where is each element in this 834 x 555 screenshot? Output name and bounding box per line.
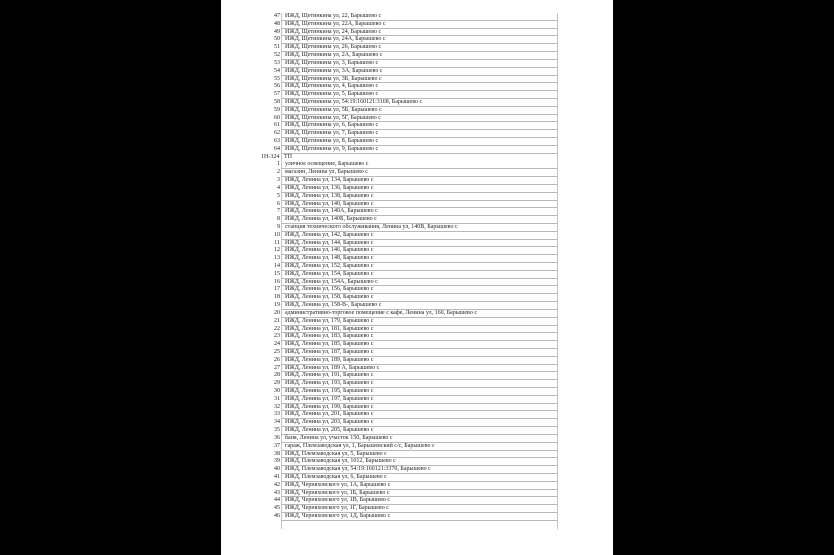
table-row [221,388,613,396]
row-description: ИЖД, Ленина ул, 158, Барышево с [285,294,374,301]
table-row [221,490,613,498]
row-description: ИЖД, Ленина ул, 142, Барышево с [285,231,374,238]
row-description: ИЖД, Щетинкина ул, 26, Барышево с [285,44,382,51]
table-row [221,505,613,513]
row-description: ИЖД, Ленина ул, 201, Барышево с [285,411,374,418]
row-description: ИЖД, Ленина ул, 134, Барышево с [285,177,374,184]
row-description: ИЖД, Щетинкина ул, 9, Барышево с [285,145,379,152]
row-description: ИЖД, Щетинкина ул, 4, Барышево с [285,83,379,90]
row-description: ИЖД, Ленина ул, 187, Барышево с [285,348,374,355]
table-row [221,263,613,271]
row-number: 63 [274,138,280,144]
row-description: ИЖД, Ленина ул, 189, Барышево с [285,356,374,363]
row-description: ИЖД, Черняховского ул, 1Д, Барышево с [285,513,391,519]
table-row [221,21,613,29]
table-row [221,83,613,91]
table-row [221,497,613,505]
table-row [221,91,613,99]
row-description: ИЖД, Ленина ул, 181, Барышево с [285,325,374,332]
table-row [221,60,613,68]
group-title: ТП [284,153,292,160]
row-number: 54 [274,67,280,74]
row-description: ИЖД, Ленина ул, 193, Барышево с [285,380,374,387]
row-description: ИЖД, Щетинкина ул, 8, Барышево с [285,138,379,144]
row-number: 43 [274,489,280,496]
table-row [221,224,613,232]
group-code: 1Н-324 [261,153,280,160]
document-page [221,0,613,555]
row-number: 48 [274,20,280,27]
row-number: 6 [277,200,280,207]
row-description: ИЖД, Щетинкина ул, 22, Барышево с [285,13,382,19]
row-description: магазин, Ленина ул, Барышево с [285,169,368,176]
row-description: ИЖД, Ленина ул, 185, Барышево с [285,341,374,348]
table-row [221,146,613,154]
row-description: ИЖД, Ленина ул, 146, Барышево с [285,247,374,254]
row-number: 22 [274,325,280,332]
row-description: ИЖД, Черняховского ул, 1А, Барышево с [285,481,391,488]
table-row [221,318,613,326]
table-row [221,208,613,216]
table-row [221,411,613,419]
row-description: ИЖД, Племзаводская ул, 54:19:160121:3370, Барышево с [285,466,431,473]
consumer-table [221,13,613,521]
row-description: ИЖД, Щетинкина ул, 3А, Барышево с [285,67,383,74]
row-description: ИЖД, Щетинкина ул, 3Б, Барышево с [285,75,382,82]
row-description: ИЖД, Черняховского ул, 1В, Барышево с [285,497,391,504]
table-row [221,99,613,107]
table-row [221,247,613,255]
row-description: ИЖД, Ленина ул, 199, Барышево с [285,403,374,410]
table-row [221,451,613,459]
row-description: ИЖД, Племзаводская ул, 1012, Барышево с [285,458,396,465]
row-number: 62 [274,130,280,137]
table-row [221,513,613,521]
table-row [221,482,613,490]
table-row [221,380,613,388]
table-row [221,201,613,209]
row-number: 55 [274,75,280,82]
row-description: ИЖД, Щетинкина ул, 24, Барышево с [285,28,382,35]
row-number: 23 [274,333,280,340]
row-number: 10 [274,231,280,238]
row-number: 25 [274,348,280,355]
table-row [221,255,613,263]
row-description: ИЖД, Ленина ул, 138, Барышево с [285,192,374,199]
row-number: 26 [274,356,280,363]
table-row [221,404,613,412]
row-description: ИЖД, Щетинкина ул, 24А, Барышево с [285,36,386,43]
table-row [221,29,613,37]
row-number: 21 [274,317,280,324]
row-description: административно-торговое помещение с кафе, Ленина ул, 160, Барышево с [285,309,477,316]
table-row [221,193,613,201]
row-number: 24 [274,341,280,348]
row-number: 14 [274,263,280,269]
row-description: ИЖД, Ленина ул, 140А, Барышево с [285,208,378,215]
table-row [221,310,613,318]
row-description: ИЖД, Ленина ул, 144, Барышево с [285,239,374,246]
table-row [221,341,613,349]
group-header-row [221,154,613,162]
row-description: ИЖД, Ленина ул, 158-В-, Барышево с [285,302,382,309]
row-number: 56 [274,83,280,90]
row-number: 52 [274,52,280,59]
row-description: ИЖД, Ленина ул, 148, Барышево с [285,255,374,262]
row-number: 16 [274,278,280,285]
row-number: 36 [274,434,280,441]
row-description: станция технического обслуживания, Ленина ул, 140В, Барышево с [285,223,458,230]
row-number: 45 [274,505,280,512]
table-row [221,122,613,130]
row-description: ИЖД, Ленина ул, 156, Барышево с [285,286,374,293]
table-row [221,76,613,84]
row-description: ИЖД, Ленина ул, 195, Барышево с [285,388,374,394]
table-row [221,169,613,177]
row-description: ИЖД, Ленина ул, 136, Барышево с [285,184,374,191]
row-number: 59 [274,106,280,113]
table-row [221,443,613,451]
row-description: ИЖД, Черняховского ул, 1Б, Барышево с [285,489,390,496]
table-row [221,279,613,287]
table-row [221,13,613,21]
table-row [221,474,613,482]
table-row [221,271,613,279]
row-number: 4 [277,184,280,191]
row-description: ИЖД, Ленина ул, 189 А, Барышево с [285,364,380,371]
row-number: 53 [274,59,280,66]
row-description: ИЖД, Ленина ул, 154, Барышево с [285,270,374,277]
row-number: 37 [274,442,280,449]
table-row [221,333,613,341]
row-description: ИЖД, Ленина ул, 205, Барышево с [285,427,374,434]
table-row [221,44,613,52]
row-number: 41 [274,473,280,480]
table-row [221,466,613,474]
row-number: 44 [274,497,280,504]
row-number: 39 [274,458,280,465]
table-row [221,138,613,146]
table-row [221,107,613,115]
row-number: 46 [274,513,280,519]
table-row [221,185,613,193]
row-description: ИЖД, Ленина ул, 197, Барышево с [285,395,374,402]
table-row [221,130,613,138]
row-number: 29 [274,380,280,387]
table-row [221,302,613,310]
row-number: 9 [277,223,280,230]
table-row [221,161,613,169]
row-number: 38 [274,450,280,457]
row-number: 12 [274,247,280,254]
row-number: 7 [277,208,280,215]
row-number: 30 [274,388,280,394]
row-number: 8 [277,216,280,223]
row-number: 42 [274,481,280,488]
row-description: ИЖД, Щетинкина ул, 5Г, Барышево с [285,114,381,121]
row-description: гараж, Племзаводская ул, 1, Барышевский с/с, Барышево с [285,442,435,449]
row-number: 31 [274,395,280,402]
row-number: 1 [277,161,280,168]
table-row [221,52,613,60]
row-number: 11 [274,239,280,246]
row-number: 47 [274,13,280,19]
row-description: ИЖД, Ленина ул, 183, Барышево с [285,333,374,340]
row-description: ИЖД, Племзаводская ул, 6, Барышево с [285,473,387,480]
row-description: ИЖД, Племзаводская ул, 5, Барышево с [285,450,387,457]
row-number: 2 [277,169,280,176]
row-number: 61 [274,122,280,129]
row-description: ИЖД, Щетинкина ул, 54:19:160121:3168, Барышево с [285,98,423,105]
table-row [221,115,613,123]
table-row [221,419,613,427]
row-number: 33 [274,411,280,418]
row-description: ИЖД, Черняховского ул, 1Г, Барышево с [285,505,389,512]
row-number: 3 [277,177,280,184]
table-row [221,372,613,380]
table-row [221,216,613,224]
table-row [221,427,613,435]
row-description: ИЖД, Ленина ул, 203, Барышево с [285,419,374,426]
table-row [221,240,613,248]
row-number: 18 [274,294,280,301]
row-number: 64 [274,145,280,152]
row-description: ИЖД, Щетинкина ул, 22А, Барышево с [285,20,386,27]
row-description: уличное освещение, Барышево с [285,161,369,168]
row-number: 17 [274,286,280,293]
row-description: баня, Ленина ул, участок 150, Барышево с [285,434,393,441]
table-row [221,435,613,443]
row-number: 34 [274,419,280,426]
table-row [221,396,613,404]
row-description: ИЖД, Ленина ул, 154А, Барышево с [285,278,378,285]
table-row [221,458,613,466]
row-description: ИЖД, Щетинкина ул, 3, Барышево с [285,59,379,66]
row-number: 15 [274,270,280,277]
row-number: 50 [274,36,280,43]
table-row [221,357,613,365]
table-row [221,294,613,302]
row-number: 40 [274,466,280,473]
table-row [221,68,613,76]
row-description: ИЖД, Ленина ул, 152, Барышево с [285,263,374,269]
table-row [221,177,613,185]
table-row [221,36,613,44]
row-description: ИЖД, Щетинкина ул, 6, Барышево с [285,122,379,129]
row-description: ИЖД, Щетинкина ул, 7, Барышево с [285,130,379,137]
row-description: ИЖД, Щетинкина ул, 2А, Барышево с [285,52,383,59]
table-row [221,326,613,334]
row-description: ИЖД, Ленина ул, 140, Барышево с [285,200,374,207]
table-row [221,365,613,373]
table-row [221,349,613,357]
row-number: 35 [274,427,280,434]
row-number: 57 [274,91,280,98]
table-row [221,286,613,294]
row-number: 32 [274,403,280,410]
row-description: ИЖД, Щетинкина ул, 5Б, Барышево с [285,106,382,113]
row-number: 20 [274,309,280,316]
row-description: ИЖД, Щетинкина ул, 5, Барышево с [285,91,379,98]
row-description: ИЖД, Ленина ул, 191, Барышево с [285,372,374,379]
row-number: 49 [274,28,280,35]
row-description: ИЖД, Ленина ул, 140Б, Барышево с [285,216,377,223]
row-number: 27 [274,364,280,371]
row-number: 51 [274,44,280,51]
row-description: ИЖД, Ленина ул, 179, Барышево с [285,317,374,324]
row-number: 19 [274,302,280,309]
table-row [221,232,613,240]
row-number: 60 [274,114,280,121]
row-number: 58 [274,98,280,105]
row-number: 28 [274,372,280,379]
row-number: 5 [277,192,280,199]
row-number: 13 [274,255,280,262]
